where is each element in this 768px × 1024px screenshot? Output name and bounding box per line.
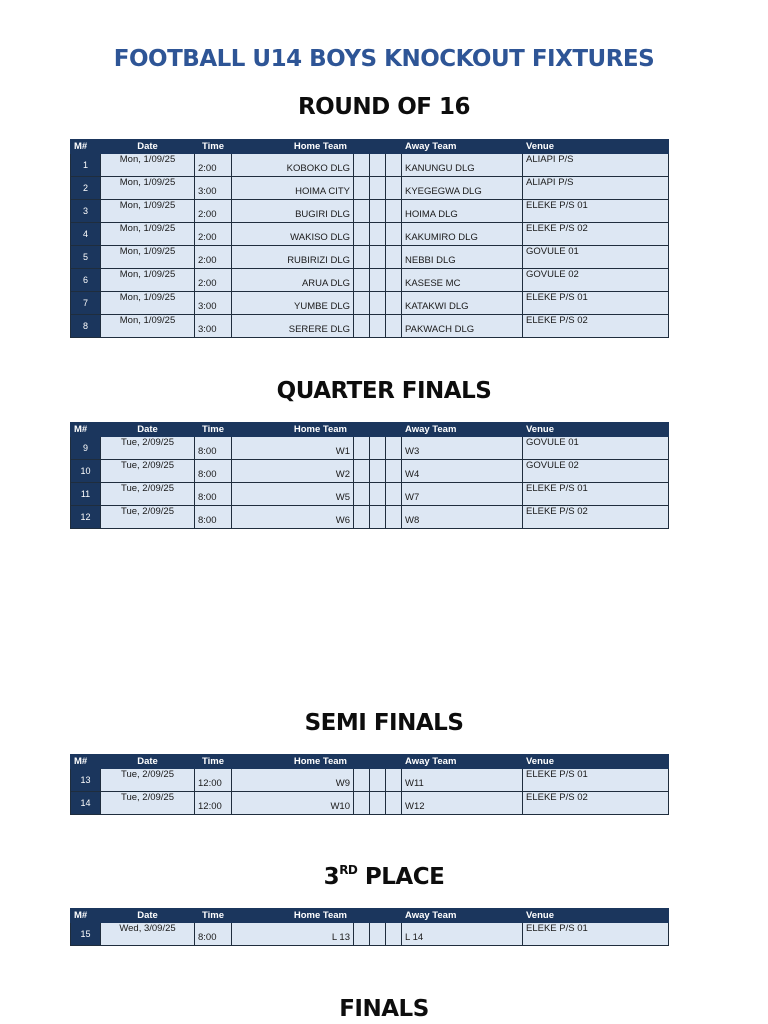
score-divider-cell (370, 315, 386, 338)
match-number: 5 (71, 246, 101, 269)
home-team: ARUA DLG (232, 269, 354, 292)
home-team: RUBIRIZI DLG (232, 246, 354, 269)
header-time: Time (195, 140, 232, 154)
match-date: Tue, 2/09/25 (101, 769, 195, 792)
score-divider-cell (370, 200, 386, 223)
header-venue: Venue (523, 140, 669, 154)
match-date: Mon, 1/09/25 (101, 269, 195, 292)
match-time: 2:00 (195, 223, 232, 246)
match-date: Wed, 3/09/25 (101, 923, 195, 946)
match-time: 2:00 (195, 200, 232, 223)
match-number: 3 (71, 200, 101, 223)
away-score-cell (386, 292, 402, 315)
match-date: Mon, 1/09/25 (101, 154, 195, 177)
table-row (71, 315, 669, 338)
header-time: Time (195, 909, 232, 923)
away-score-cell (386, 177, 402, 200)
match-time: 8:00 (195, 437, 232, 460)
header-home-team: Home Team (232, 909, 354, 923)
venue: GOVULE 02 (523, 269, 669, 292)
away-team: W7 (402, 483, 523, 506)
header-match-number: M# (71, 909, 101, 923)
away-team: NEBBI DLG (402, 246, 523, 269)
score-divider-cell (370, 292, 386, 315)
header-match-number: M# (71, 140, 101, 154)
match-date: Tue, 2/09/25 (101, 483, 195, 506)
match-time: 8:00 (195, 506, 232, 529)
home-team: W2 (232, 460, 354, 483)
header-score-divider (370, 423, 386, 437)
venue: ELEKE P/S 01 (523, 292, 669, 315)
table-row (71, 437, 669, 460)
header-score-away (386, 140, 402, 154)
header-score-divider (370, 909, 386, 923)
away-team: W8 (402, 506, 523, 529)
home-score-cell (354, 437, 370, 460)
table-row (71, 154, 669, 177)
away-team: KATAKWI DLG (402, 292, 523, 315)
table-row (71, 223, 669, 246)
header-score-home (354, 755, 370, 769)
away-team: PAKWACH DLG (402, 315, 523, 338)
away-score-cell (386, 200, 402, 223)
match-number: 1 (71, 154, 101, 177)
header-score-divider (370, 755, 386, 769)
table-header-row (71, 140, 669, 154)
match-time: 2:00 (195, 154, 232, 177)
match-time: 8:00 (195, 460, 232, 483)
match-number: 6 (71, 269, 101, 292)
table-row (71, 923, 669, 946)
home-score-cell (354, 246, 370, 269)
venue: ELEKE P/S 02 (523, 792, 669, 815)
table-row (71, 292, 669, 315)
score-divider-cell (370, 154, 386, 177)
match-date: Mon, 1/09/25 (101, 200, 195, 223)
away-team: W4 (402, 460, 523, 483)
score-divider-cell (370, 177, 386, 200)
venue: ELEKE P/S 01 (523, 923, 669, 946)
header-time: Time (195, 755, 232, 769)
away-score-cell (386, 154, 402, 177)
venue: GOVULE 01 (523, 246, 669, 269)
header-home-team: Home Team (232, 140, 354, 154)
away-score-cell (386, 246, 402, 269)
match-time: 2:00 (195, 246, 232, 269)
venue: GOVULE 01 (523, 437, 669, 460)
venue: ELEKE P/S 02 (523, 223, 669, 246)
header-match-number: M# (71, 423, 101, 437)
home-team: HOIMA CITY (232, 177, 354, 200)
table-row (71, 269, 669, 292)
table-row (71, 246, 669, 269)
away-score-cell (386, 483, 402, 506)
fixtures-table-quarter-finals (70, 422, 669, 529)
header-venue: Venue (523, 909, 669, 923)
match-date: Mon, 1/09/25 (101, 177, 195, 200)
score-divider-cell (370, 223, 386, 246)
match-number: 12 (71, 506, 101, 529)
match-number: 11 (71, 483, 101, 506)
away-score-cell (386, 792, 402, 815)
away-score-cell (386, 223, 402, 246)
match-date: Tue, 2/09/25 (101, 792, 195, 815)
header-score-away (386, 909, 402, 923)
match-date: Mon, 1/09/25 (101, 292, 195, 315)
home-team: W5 (232, 483, 354, 506)
header-home-team: Home Team (232, 755, 354, 769)
away-team: W3 (402, 437, 523, 460)
match-time: 8:00 (195, 923, 232, 946)
away-team: KYEGEGWA DLG (402, 177, 523, 200)
section-title-finals: FINALS (339, 996, 429, 1022)
header-match-number: M# (71, 755, 101, 769)
home-team: KOBOKO DLG (232, 154, 354, 177)
away-team: HOIMA DLG (402, 200, 523, 223)
header-away-team: Away Team (402, 423, 523, 437)
section-title-3rd-place (0, 864, 768, 890)
score-divider-cell (370, 769, 386, 792)
home-score-cell (354, 483, 370, 506)
header-date: Date (101, 909, 195, 923)
score-divider-cell (370, 269, 386, 292)
fixtures-table-round-of-16 (70, 139, 669, 338)
away-score-cell (386, 923, 402, 946)
home-score-cell (354, 154, 370, 177)
match-time: 3:00 (195, 177, 232, 200)
venue: ELEKE P/S 01 (523, 483, 669, 506)
match-number: 2 (71, 177, 101, 200)
header-score-home (354, 909, 370, 923)
match-number: 4 (71, 223, 101, 246)
away-score-cell (386, 769, 402, 792)
away-score-cell (386, 506, 402, 529)
match-date: Tue, 2/09/25 (101, 506, 195, 529)
match-time: 3:00 (195, 315, 232, 338)
section-title-3rd-place-sup: RD (339, 863, 358, 877)
header-away-team: Away Team (402, 755, 523, 769)
table-header-row (71, 755, 669, 769)
header-score-home (354, 140, 370, 154)
away-team: W11 (402, 769, 523, 792)
venue: GOVULE 02 (523, 460, 669, 483)
match-number: 8 (71, 315, 101, 338)
score-divider-cell (370, 923, 386, 946)
home-team: W9 (232, 769, 354, 792)
match-number: 14 (71, 792, 101, 815)
home-score-cell (354, 177, 370, 200)
fixtures-table-3rd-place (70, 908, 669, 946)
venue: ELEKE P/S 01 (523, 200, 669, 223)
home-team: BUGIRI DLG (232, 200, 354, 223)
away-score-cell (386, 460, 402, 483)
match-date: Mon, 1/09/25 (101, 315, 195, 338)
away-team: KAKUMIRO DLG (402, 223, 523, 246)
home-team: W10 (232, 792, 354, 815)
home-score-cell (354, 269, 370, 292)
home-team: YUMBE DLG (232, 292, 354, 315)
score-divider-cell (370, 506, 386, 529)
header-home-team: Home Team (232, 423, 354, 437)
home-team: L 13 (232, 923, 354, 946)
match-number: 15 (71, 923, 101, 946)
match-number: 7 (71, 292, 101, 315)
match-number: 9 (71, 437, 101, 460)
header-venue: Venue (523, 423, 669, 437)
match-date: Mon, 1/09/25 (101, 223, 195, 246)
home-score-cell (354, 769, 370, 792)
header-date: Date (101, 140, 195, 154)
match-number: 10 (71, 460, 101, 483)
section-title-quarter-finals: QUARTER FINALS (276, 378, 492, 404)
score-divider-cell (370, 437, 386, 460)
match-date: Tue, 2/09/25 (101, 460, 195, 483)
header-date: Date (101, 423, 195, 437)
fixtures-table-semi-finals (70, 754, 669, 815)
header-time: Time (195, 423, 232, 437)
table-row (71, 177, 669, 200)
table-row (71, 792, 669, 815)
header-score-home (354, 423, 370, 437)
home-team: W1 (232, 437, 354, 460)
away-team: KASESE MC (402, 269, 523, 292)
score-divider-cell (370, 792, 386, 815)
section-title-3rd-place-suffix: PLACE (357, 864, 445, 890)
header-venue: Venue (523, 755, 669, 769)
venue: ELEKE P/S 01 (523, 769, 669, 792)
header-away-team: Away Team (402, 140, 523, 154)
home-score-cell (354, 315, 370, 338)
home-score-cell (354, 223, 370, 246)
match-date: Tue, 2/09/25 (101, 437, 195, 460)
section-title-round-of-16: ROUND OF 16 (297, 94, 471, 120)
table-header-row (71, 423, 669, 437)
away-score-cell (386, 437, 402, 460)
away-team: L 14 (402, 923, 523, 946)
header-away-team: Away Team (402, 909, 523, 923)
venue: ALIAPI P/S (523, 177, 669, 200)
home-score-cell (354, 292, 370, 315)
table-row (71, 460, 669, 483)
score-divider-cell (370, 246, 386, 269)
home-score-cell (354, 506, 370, 529)
table-row (71, 506, 669, 529)
match-date: Mon, 1/09/25 (101, 246, 195, 269)
venue: ELEKE P/S 02 (523, 315, 669, 338)
away-score-cell (386, 269, 402, 292)
table-row (71, 483, 669, 506)
match-number: 13 (71, 769, 101, 792)
away-score-cell (386, 315, 402, 338)
header-score-away (386, 423, 402, 437)
away-team: W12 (402, 792, 523, 815)
match-time: 8:00 (195, 483, 232, 506)
home-score-cell (354, 460, 370, 483)
header-score-divider (370, 140, 386, 154)
header-date: Date (101, 755, 195, 769)
table-header-row (71, 909, 669, 923)
home-score-cell (354, 200, 370, 223)
section-title-3rd-place-number: 3 (323, 864, 340, 890)
away-team: KANUNGU DLG (402, 154, 523, 177)
match-time: 2:00 (195, 269, 232, 292)
home-team: WAKISO DLG (232, 223, 354, 246)
section-title-semi-finals: SEMI FINALS (304, 710, 464, 736)
match-time: 12:00 (195, 792, 232, 815)
home-team: SERERE DLG (232, 315, 354, 338)
table-row (71, 200, 669, 223)
venue: ELEKE P/S 02 (523, 506, 669, 529)
table-row (71, 769, 669, 792)
match-time: 3:00 (195, 292, 232, 315)
score-divider-cell (370, 460, 386, 483)
match-time: 12:00 (195, 769, 232, 792)
score-divider-cell (370, 483, 386, 506)
home-team: W6 (232, 506, 354, 529)
header-score-away (386, 755, 402, 769)
home-score-cell (354, 923, 370, 946)
home-score-cell (354, 792, 370, 815)
page-title: FOOTBALL U14 BOYS KNOCKOUT FIXTURES (113, 46, 655, 72)
venue: ALIAPI P/S (523, 154, 669, 177)
